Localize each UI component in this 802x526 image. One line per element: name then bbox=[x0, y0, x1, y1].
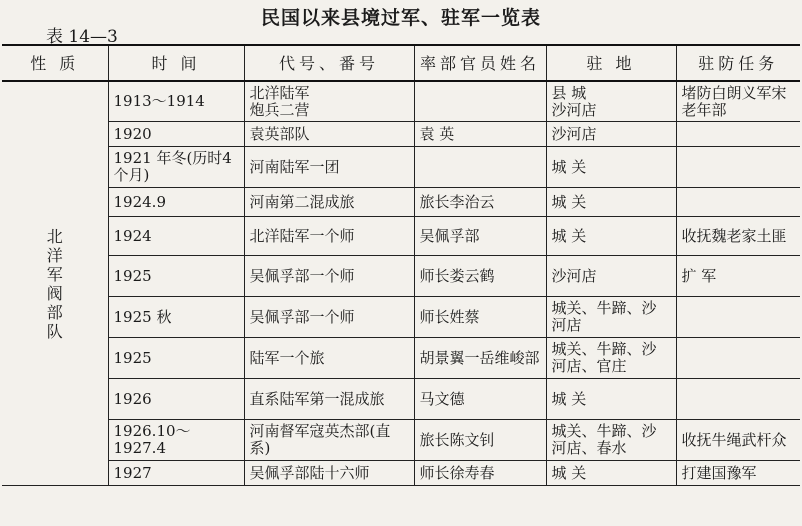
header-officer: 率部官员姓名 bbox=[414, 45, 546, 81]
location-cell: 城 关 bbox=[546, 147, 676, 188]
table-row bbox=[2, 81, 800, 122]
officer-cell: 师长姓蔡 bbox=[414, 297, 546, 338]
officer-cell: 旅长李治云 bbox=[414, 188, 546, 217]
code-cell: 河南督军寇英杰部(直系) bbox=[244, 420, 414, 461]
time-cell: 1924 bbox=[108, 217, 244, 256]
time-cell: 1920 bbox=[108, 122, 244, 147]
code-cell: 吴佩孚部陆十六师 bbox=[244, 461, 414, 486]
location-cell: 沙河店 bbox=[546, 256, 676, 297]
table-row bbox=[2, 461, 800, 486]
time-cell: 1926 bbox=[108, 379, 244, 420]
table-row bbox=[2, 420, 800, 461]
code-cell: 吴佩孚部一个师 bbox=[244, 297, 414, 338]
location-cell: 城关、牛蹄、沙河店、官庄 bbox=[546, 338, 676, 379]
location-cell: 城关、牛蹄、沙河店、春水 bbox=[546, 420, 676, 461]
nature-cell bbox=[2, 81, 108, 486]
task-cell: 堵防白朗义军宋老年部 bbox=[676, 81, 800, 122]
location-cell: 沙河店 bbox=[546, 122, 676, 147]
table-row bbox=[2, 188, 800, 217]
location-cell: 城关、牛蹄、沙河店 bbox=[546, 297, 676, 338]
officer-cell bbox=[414, 147, 546, 188]
code-cell: 袁英部队 bbox=[244, 122, 414, 147]
officer-cell: 师长娄云鹤 bbox=[414, 256, 546, 297]
officer-cell: 旅长陈文钊 bbox=[414, 420, 546, 461]
time-cell: 1926.10～1927.4 bbox=[108, 420, 244, 461]
header-code: 代号、番号 bbox=[244, 45, 414, 81]
table-number-label: 表 14—3 bbox=[46, 27, 118, 47]
task-cell: 打建国豫军 bbox=[676, 461, 800, 486]
location-cell: 城 关 bbox=[546, 217, 676, 256]
table-row bbox=[2, 297, 800, 338]
officer-cell: 师长徐寿春 bbox=[414, 461, 546, 486]
table-row bbox=[2, 256, 800, 297]
table-row bbox=[2, 147, 800, 188]
task-cell bbox=[676, 188, 800, 217]
table-row bbox=[2, 338, 800, 379]
nature-value: 北洋军阀部队 bbox=[46, 226, 63, 341]
officer-cell: 胡景翼一岳维峻部 bbox=[414, 338, 546, 379]
header-nature: 性 质 bbox=[2, 45, 108, 81]
location-cell: 县 城 沙河店 bbox=[546, 81, 676, 122]
table-row bbox=[2, 379, 800, 420]
time-cell: 1921 年冬(历时4个月) bbox=[108, 147, 244, 188]
code-cell: 河南第二混成旅 bbox=[244, 188, 414, 217]
officer-cell bbox=[414, 81, 546, 122]
table-title: 民国以来县境过军、驻军一览表 bbox=[260, 7, 541, 29]
code-cell: 北洋陆军 炮兵二营 bbox=[244, 81, 414, 122]
task-cell bbox=[676, 338, 800, 379]
time-cell: 1925 秋 bbox=[108, 297, 244, 338]
header-row bbox=[2, 45, 800, 81]
time-cell: 1924.9 bbox=[108, 188, 244, 217]
task-cell bbox=[676, 297, 800, 338]
officer-cell: 袁 英 bbox=[414, 122, 546, 147]
officer-cell: 马文德 bbox=[414, 379, 546, 420]
time-cell: 1925 bbox=[108, 256, 244, 297]
header-location: 驻 地 bbox=[546, 45, 676, 81]
code-cell: 陆军一个旅 bbox=[244, 338, 414, 379]
time-cell: 1913～1914 bbox=[108, 81, 244, 122]
table-row bbox=[2, 122, 800, 147]
task-cell bbox=[676, 379, 800, 420]
garrison-table bbox=[2, 44, 800, 486]
table-row bbox=[2, 217, 800, 256]
location-cell: 城 关 bbox=[546, 379, 676, 420]
officer-cell: 吴佩孚部 bbox=[414, 217, 546, 256]
code-cell: 北洋陆军一个师 bbox=[244, 217, 414, 256]
location-cell: 城 关 bbox=[546, 461, 676, 486]
code-cell: 直系陆军第一混成旅 bbox=[244, 379, 414, 420]
task-cell: 扩 军 bbox=[676, 256, 800, 297]
task-cell: 收抚魏老家土匪 bbox=[676, 217, 800, 256]
task-cell bbox=[676, 122, 800, 147]
time-cell: 1925 bbox=[108, 338, 244, 379]
task-cell: 收抚牛绳武杆众 bbox=[676, 420, 800, 461]
header-time: 时 间 bbox=[108, 45, 244, 81]
location-cell: 城 关 bbox=[546, 188, 676, 217]
task-cell bbox=[676, 147, 800, 188]
time-cell: 1927 bbox=[108, 461, 244, 486]
code-cell: 吴佩孚部一个师 bbox=[244, 256, 414, 297]
header-task: 驻防任务 bbox=[676, 45, 800, 81]
code-cell: 河南陆军一团 bbox=[244, 147, 414, 188]
